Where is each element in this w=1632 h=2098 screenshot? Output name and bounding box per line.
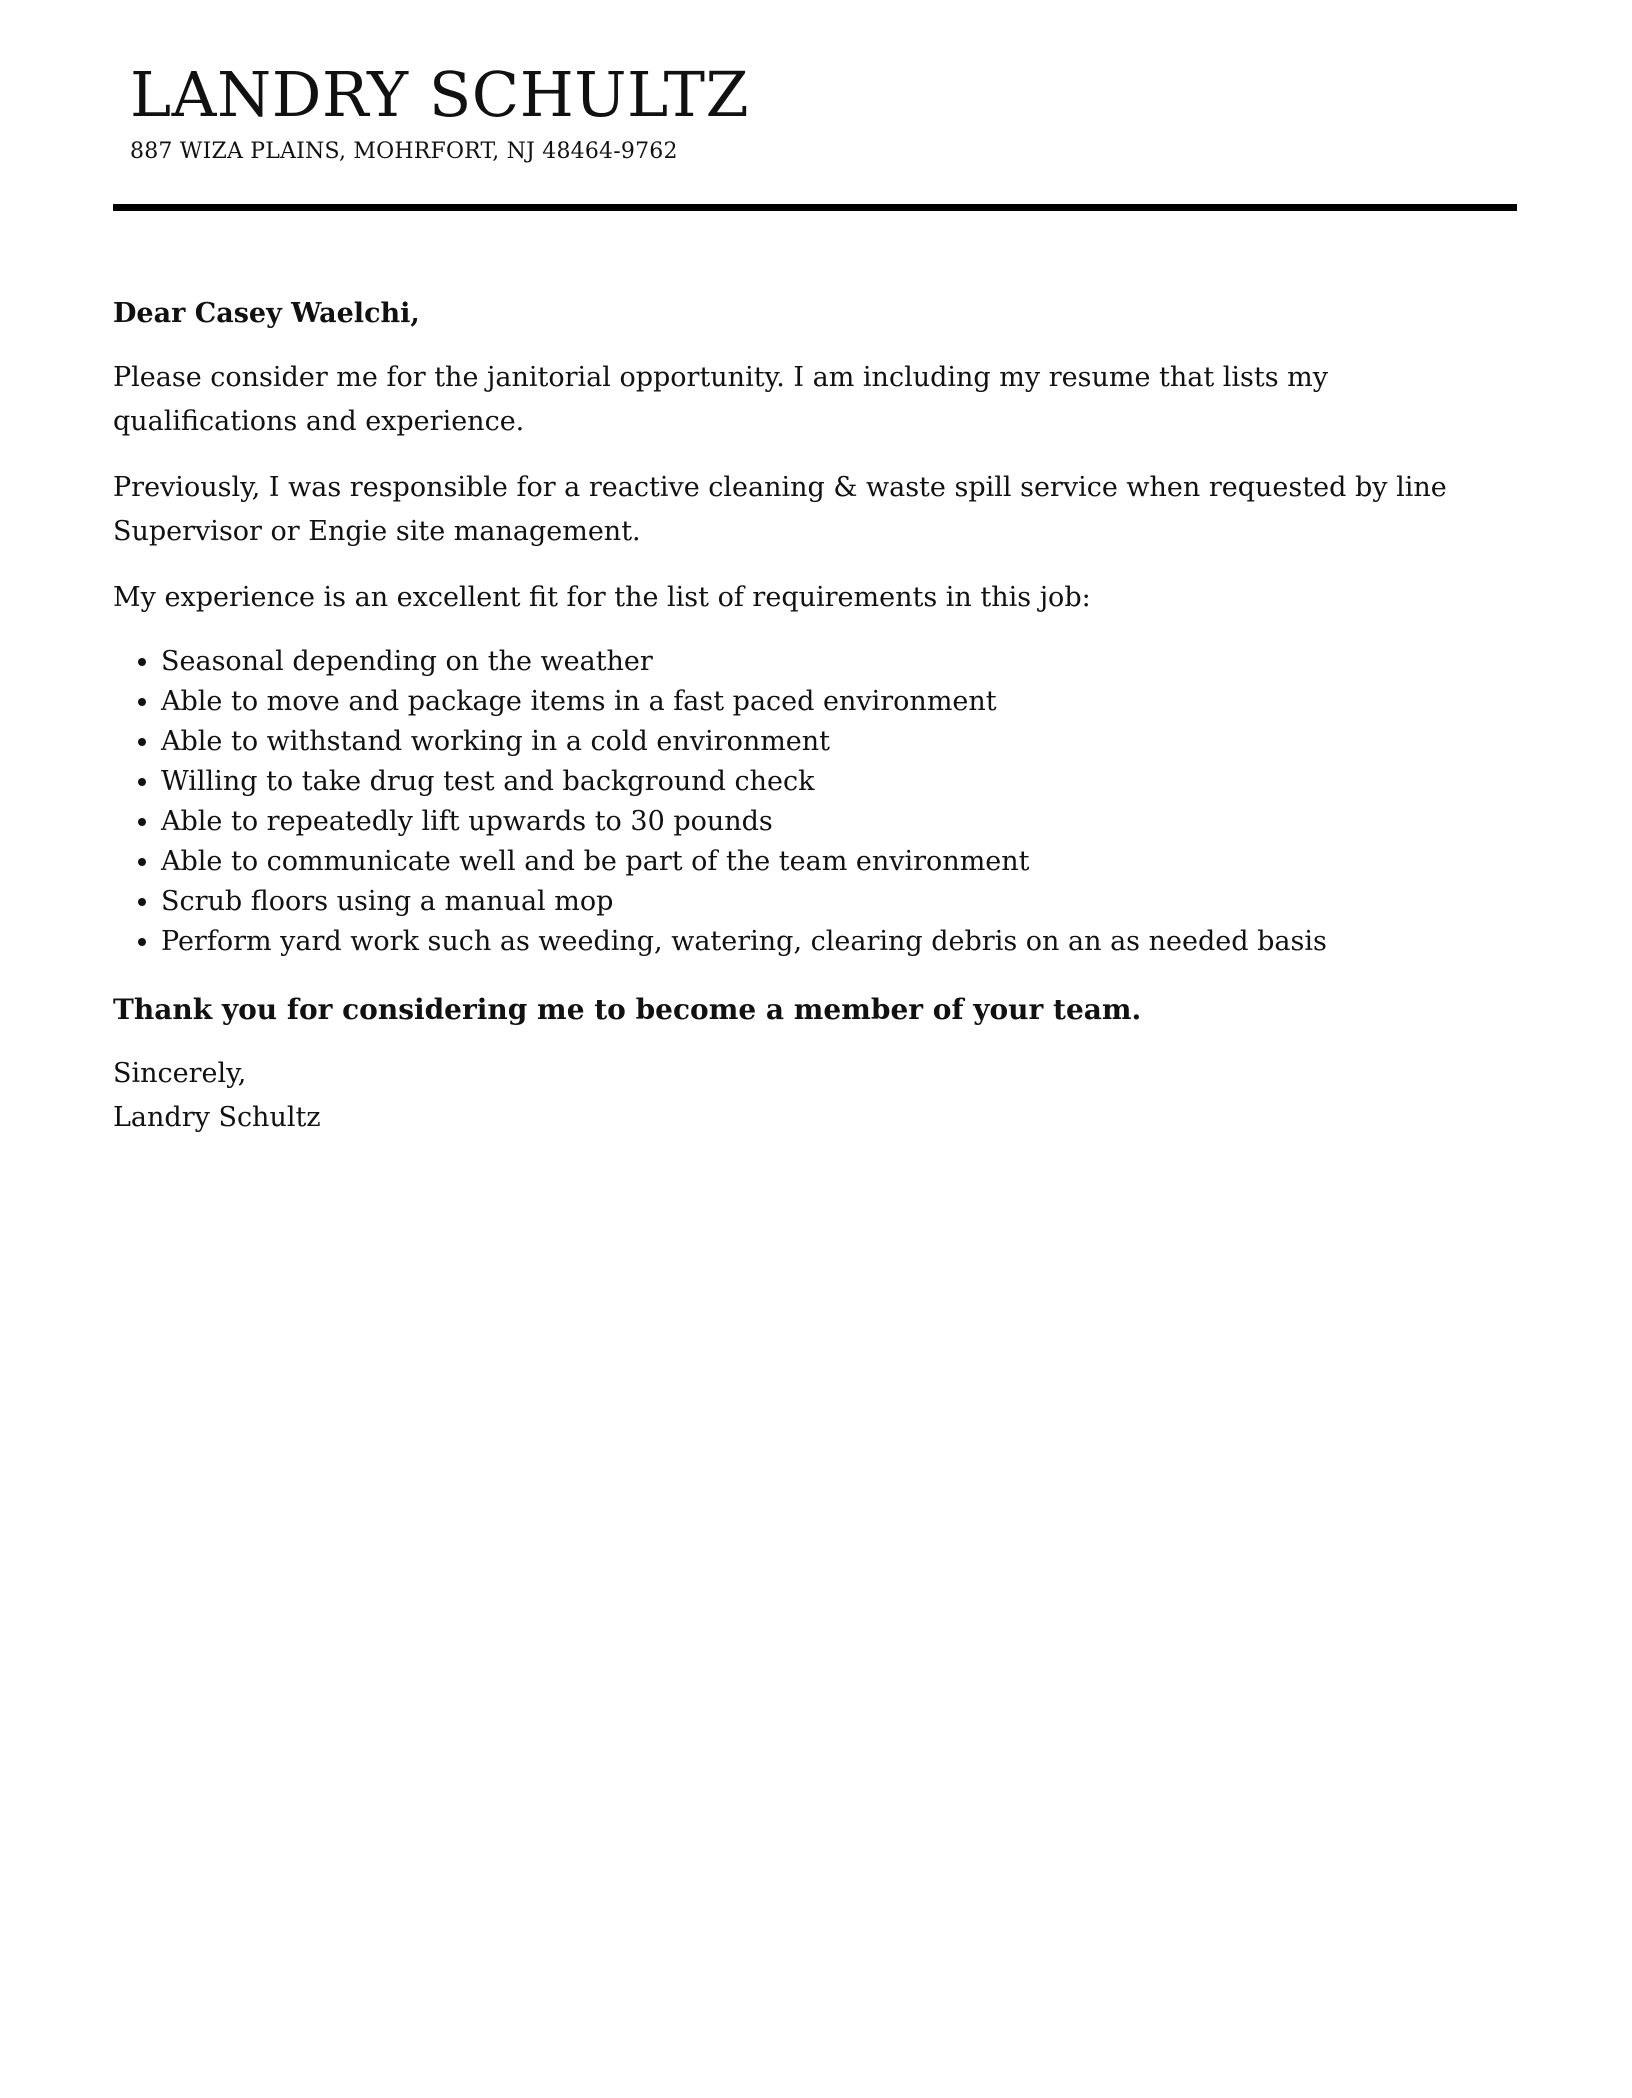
greeting: Dear Casey Waelchi, <box>113 298 420 329</box>
list-item: • Able to move and package items in a fast paced environment <box>161 682 1518 722</box>
applicant-address: 887 WIZA PLAINS, MOHRFORT, NJ 48464-9762 <box>130 139 678 165</box>
list-item: • Able to communicate well and be part of the team environment <box>161 842 1518 882</box>
list-item: • Able to withstand working in a cold environment <box>161 722 1518 762</box>
header-divider <box>113 204 1517 211</box>
list-item: • Willing to take drug test and background check <box>161 762 1518 802</box>
list-item: • Perform yard work such as weeding, watering, clearing debris on an as needed basis <box>161 922 1518 962</box>
requirements-list <box>113 642 1518 962</box>
signature-name: Landry Schultz <box>113 1102 321 1133</box>
list-item: • Seasonal depending on the weather <box>161 642 1518 682</box>
paragraph-fit: My experience is an excellent fit for the list of requirements in this job: <box>113 582 1091 613</box>
letter-body <box>113 292 1518 1140</box>
letter-header <box>130 58 1510 165</box>
closing-statement: Thank you for considering me to become a member of your team. <box>113 993 1142 1026</box>
list-item: • Able to repeatedly lift upwards to 30 pounds <box>161 802 1518 842</box>
list-item: • Scrub floors using a manual mop <box>161 882 1518 922</box>
paragraph-experience: Previously, I was responsible for a reactive cleaning & waste spill service when requested by line Supervisor or Engie site management. <box>113 472 1447 547</box>
applicant-name: LANDRY SCHULTZ <box>130 58 750 131</box>
paragraph-intro: Please consider me for the janitorial opportunity. I am including my resume that lists my qualifications and experience. <box>113 362 1329 437</box>
signoff: Sincerely, <box>113 1058 247 1089</box>
